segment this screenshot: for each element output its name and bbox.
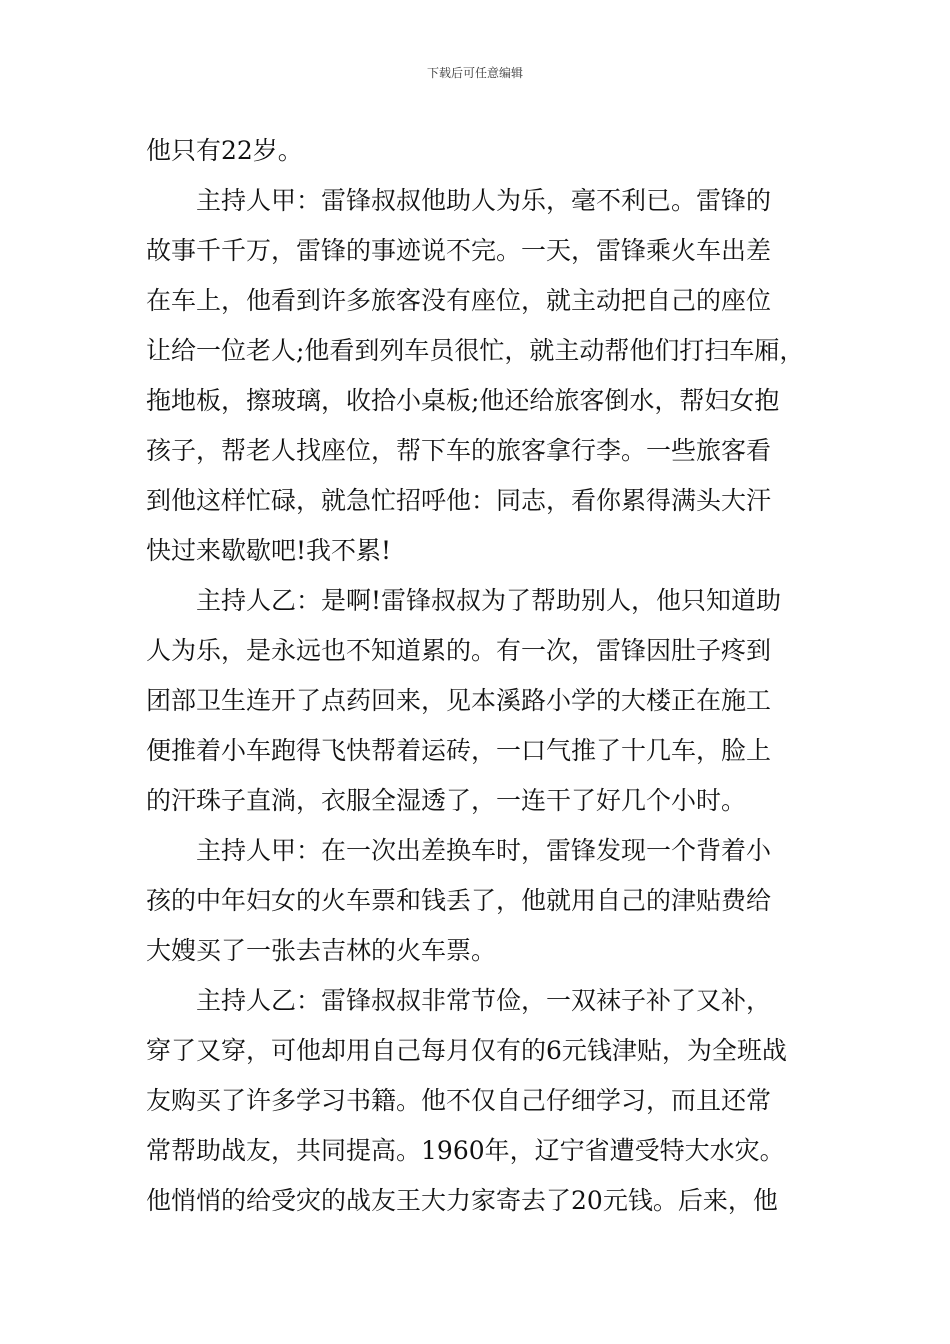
text-line: 故事千千万，雷锋的事迹说不完。一天，雷锋乘火车出差 — [146, 236, 772, 265]
paragraph-first-line: 主持人甲：雷锋叔叔他助人为乐，毫不利已。雷锋的 — [196, 186, 772, 215]
text-line: 在车上，他看到许多旅客没有座位，就主动把自己的座位 — [146, 286, 772, 315]
text-line: 他只有22岁。 — [146, 136, 303, 165]
text-line: 孩的中年妇女的火车票和钱丢了，他就用自己的津贴费给 — [146, 886, 772, 915]
text-line: 穿了又穿，可他却用自己每月仅有的6元钱津贴，为全班战 — [146, 1036, 787, 1065]
text-line: 拖地板，擦玻璃，收拾小桌板;他还给旅客倒水，帮妇女抱 — [146, 386, 780, 415]
paragraph-first-line: 主持人乙：雷锋叔叔非常节俭，一双袜子补了又补， — [196, 986, 772, 1015]
text-line: 友购买了许多学习书籍。他不仅自己仔细学习，而且还常 — [146, 1086, 772, 1115]
text-line: 人为乐，是永远也不知道累的。有一次，雷锋因肚子疼到 — [146, 636, 772, 665]
text-line: 快过来歇歇吧!我不累! — [146, 536, 392, 565]
text-line: 团部卫生连开了点药回来，见本溪路小学的大楼正在施工 — [146, 686, 772, 715]
text-line: 便推着小车跑得飞快帮着运砖，一口气推了十几车，脸上 — [146, 736, 772, 765]
paragraph-first-line: 主持人甲：在一次出差换车时，雷锋发现一个背着小 — [196, 836, 772, 865]
paragraph-first-line: 主持人乙：是啊!雷锋叔叔为了帮助别人，他只知道助 — [196, 586, 782, 615]
text-line: 他悄悄的给受灾的战友王大力家寄去了20元钱。后来，他 — [146, 1186, 778, 1215]
text-line: 的汗珠子直淌，衣服全湿透了，一连干了好几个小时。 — [146, 786, 747, 815]
text-line: 让给一位老人;他看到列车员很忙，就主动帮他们打扫车厢， — [146, 336, 805, 365]
text-line: 大嫂买了一张去吉林的火车票。 — [146, 936, 497, 965]
text-line: 孩子，帮老人找座位，帮下车的旅客拿行李。一些旅客看 — [146, 436, 772, 465]
text-line: 到他这样忙碌，就急忙招呼他：同志，看你累得满头大汗 — [146, 486, 772, 515]
text-line: 常帮助战友，共同提高。1960年，辽宁省遭受特大水灾。 — [146, 1136, 785, 1165]
page-header-caption: 下载后可任意编辑 — [426, 66, 523, 80]
